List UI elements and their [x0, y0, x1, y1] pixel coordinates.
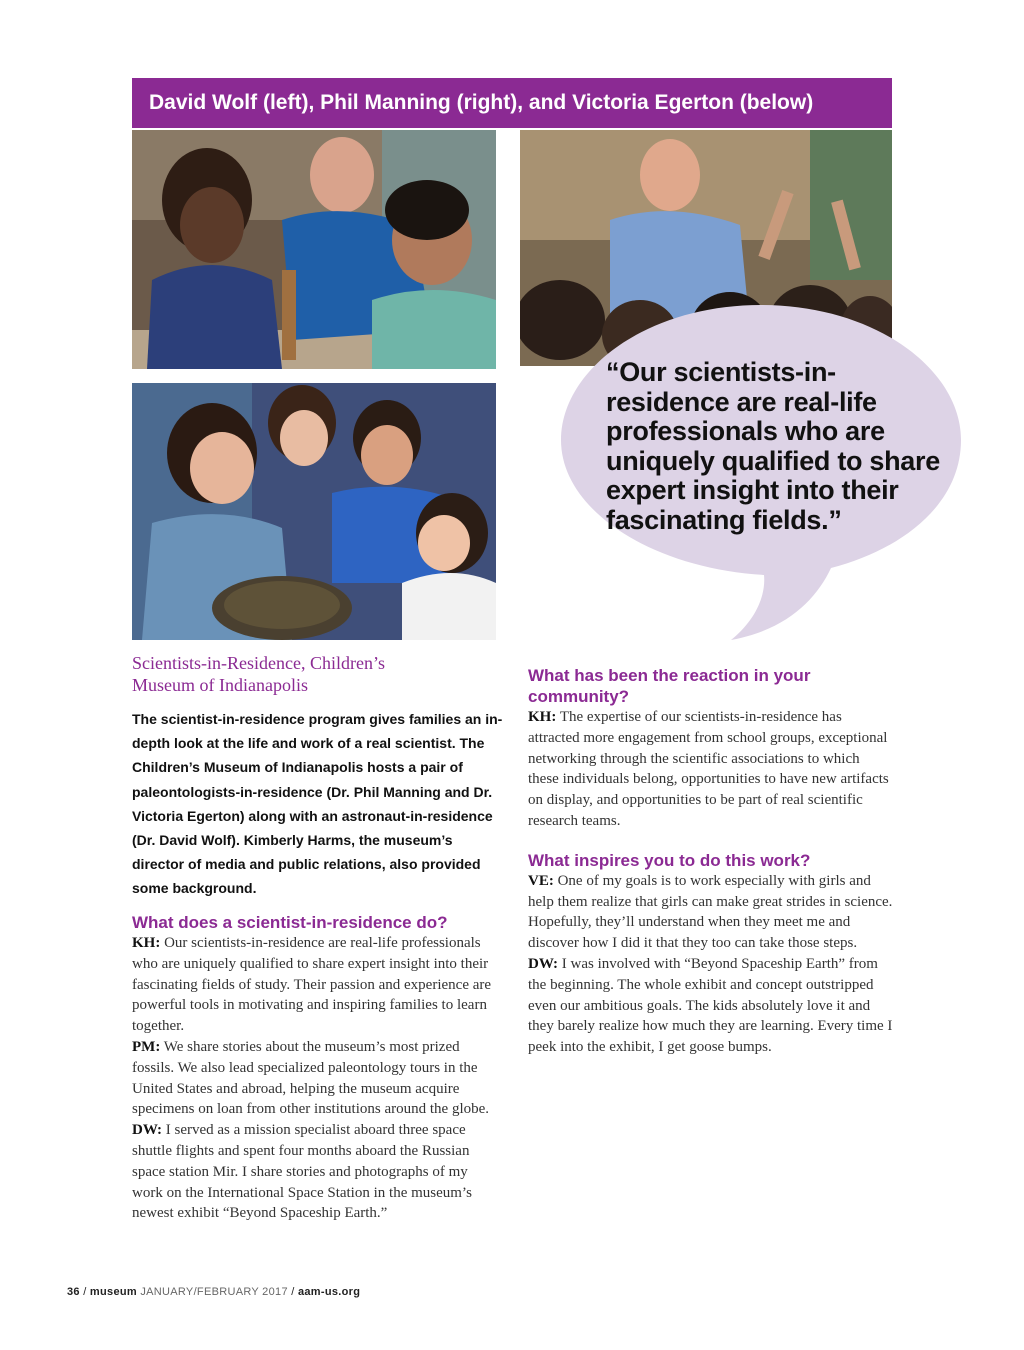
section-caption	[132, 652, 472, 696]
answer-paragraph	[528, 871, 894, 954]
answer-paragraph	[528, 707, 894, 832]
issue-date: JANUARY/FEBRUARY 2017	[140, 1286, 288, 1298]
photo-victoria-egerton	[132, 383, 496, 640]
right-column	[528, 665, 894, 1058]
speaker-label: DW:	[132, 1122, 162, 1139]
caption-line-2: Museum of Indianapolis	[132, 675, 308, 695]
magazine-name: museum	[89, 1286, 137, 1298]
photo-david-wolf	[132, 130, 496, 369]
answer-text: One of my goals is to work especially with girls and help them realize that girls can make great strides in science. Hopefully, they’ll understand when they meet me and discover how I did it that they too can take those steps.	[528, 872, 893, 952]
intro-paragraph: The scientist-in-residence program gives families an in-depth look at the life and work of a real scientist. The Children’s Museum of Indianapolis hosts a pair of paleontologists-in-residence (Dr. Phil Manning and Dr. Victoria Egerton) along with an astronaut-in-residence (Dr. David Wolf). Kimberly Harms, the museum’s director of media and public relations, also provided some background.	[132, 711, 503, 897]
speaker-label: DW:	[528, 955, 558, 972]
page-number: 36	[67, 1286, 80, 1298]
speaker-label: VE:	[528, 872, 554, 889]
caption-line-1: Scientists-in-Residence, Children’s	[132, 653, 385, 673]
answer-paragraph	[132, 1120, 498, 1224]
photo-banner: David Wolf (left), Phil Manning (right), and Victoria Egerton (below)	[132, 78, 892, 128]
question-heading: What inspires you to do this work?	[528, 850, 811, 870]
footer-separator: /	[291, 1286, 295, 1298]
speaker-label: KH:	[132, 935, 161, 951]
question-heading: What has been the reaction in your community?	[528, 666, 811, 706]
answer-text: Our scientists-in-residence are real-life professionals who are uniquely qualified to share expert insight into their fascinating fields of study. Their passion and experience are powerful tools in motivating and inspiring families to learn together.	[132, 935, 492, 1035]
answer-text: The expertise of our scientists-in-residence has attracted more engagement from school groups, exceptional networking through the scientific associations to which these individuals belong, opportunities to have new artifacts on display, and opportunities to be part of real scientific research teams.	[528, 709, 889, 829]
answer-paragraph	[132, 1037, 498, 1120]
speaker-label: KH:	[528, 709, 557, 725]
speaker-label: PM:	[132, 1038, 161, 1055]
website: aam-us.org	[297, 1286, 361, 1298]
question-heading: What does a scientist-in-residence do?	[132, 913, 448, 932]
footer-separator: /	[83, 1286, 87, 1298]
answer-text: We share stories about the museum’s most prized fossils. We also lead specialized paleontology tours in the United States and abroad, helping the museum acquire specimens on loan from other institutions around the globe.	[132, 1038, 490, 1118]
left-column	[132, 912, 498, 1224]
answer-paragraph	[132, 933, 498, 1037]
pull-quote: “Our scientists-in-residence are real-life professionals who are uniquely qualified to share expert insight into their fascinating fields.”	[606, 357, 940, 535]
answer-text: I served as a mission specialist aboard three space shuttle flights and spent four months aboard the Russian space station Mir. I share stories and photographs of my work on the International Space Station in the museum’s newest exhibit “Beyond Spaceship Earth.”	[132, 1122, 472, 1222]
page-footer	[67, 1286, 360, 1298]
answer-paragraph	[528, 954, 894, 1058]
answer-text: I was involved with “Beyond Spaceship Earth” from the beginning. The whole exhibit and concept outstripped even our ambitious goals. The kids absolutely love it and they barely realize how much they are learning. Every time I peek into the exhibit, I get goose bumps.	[528, 955, 893, 1056]
